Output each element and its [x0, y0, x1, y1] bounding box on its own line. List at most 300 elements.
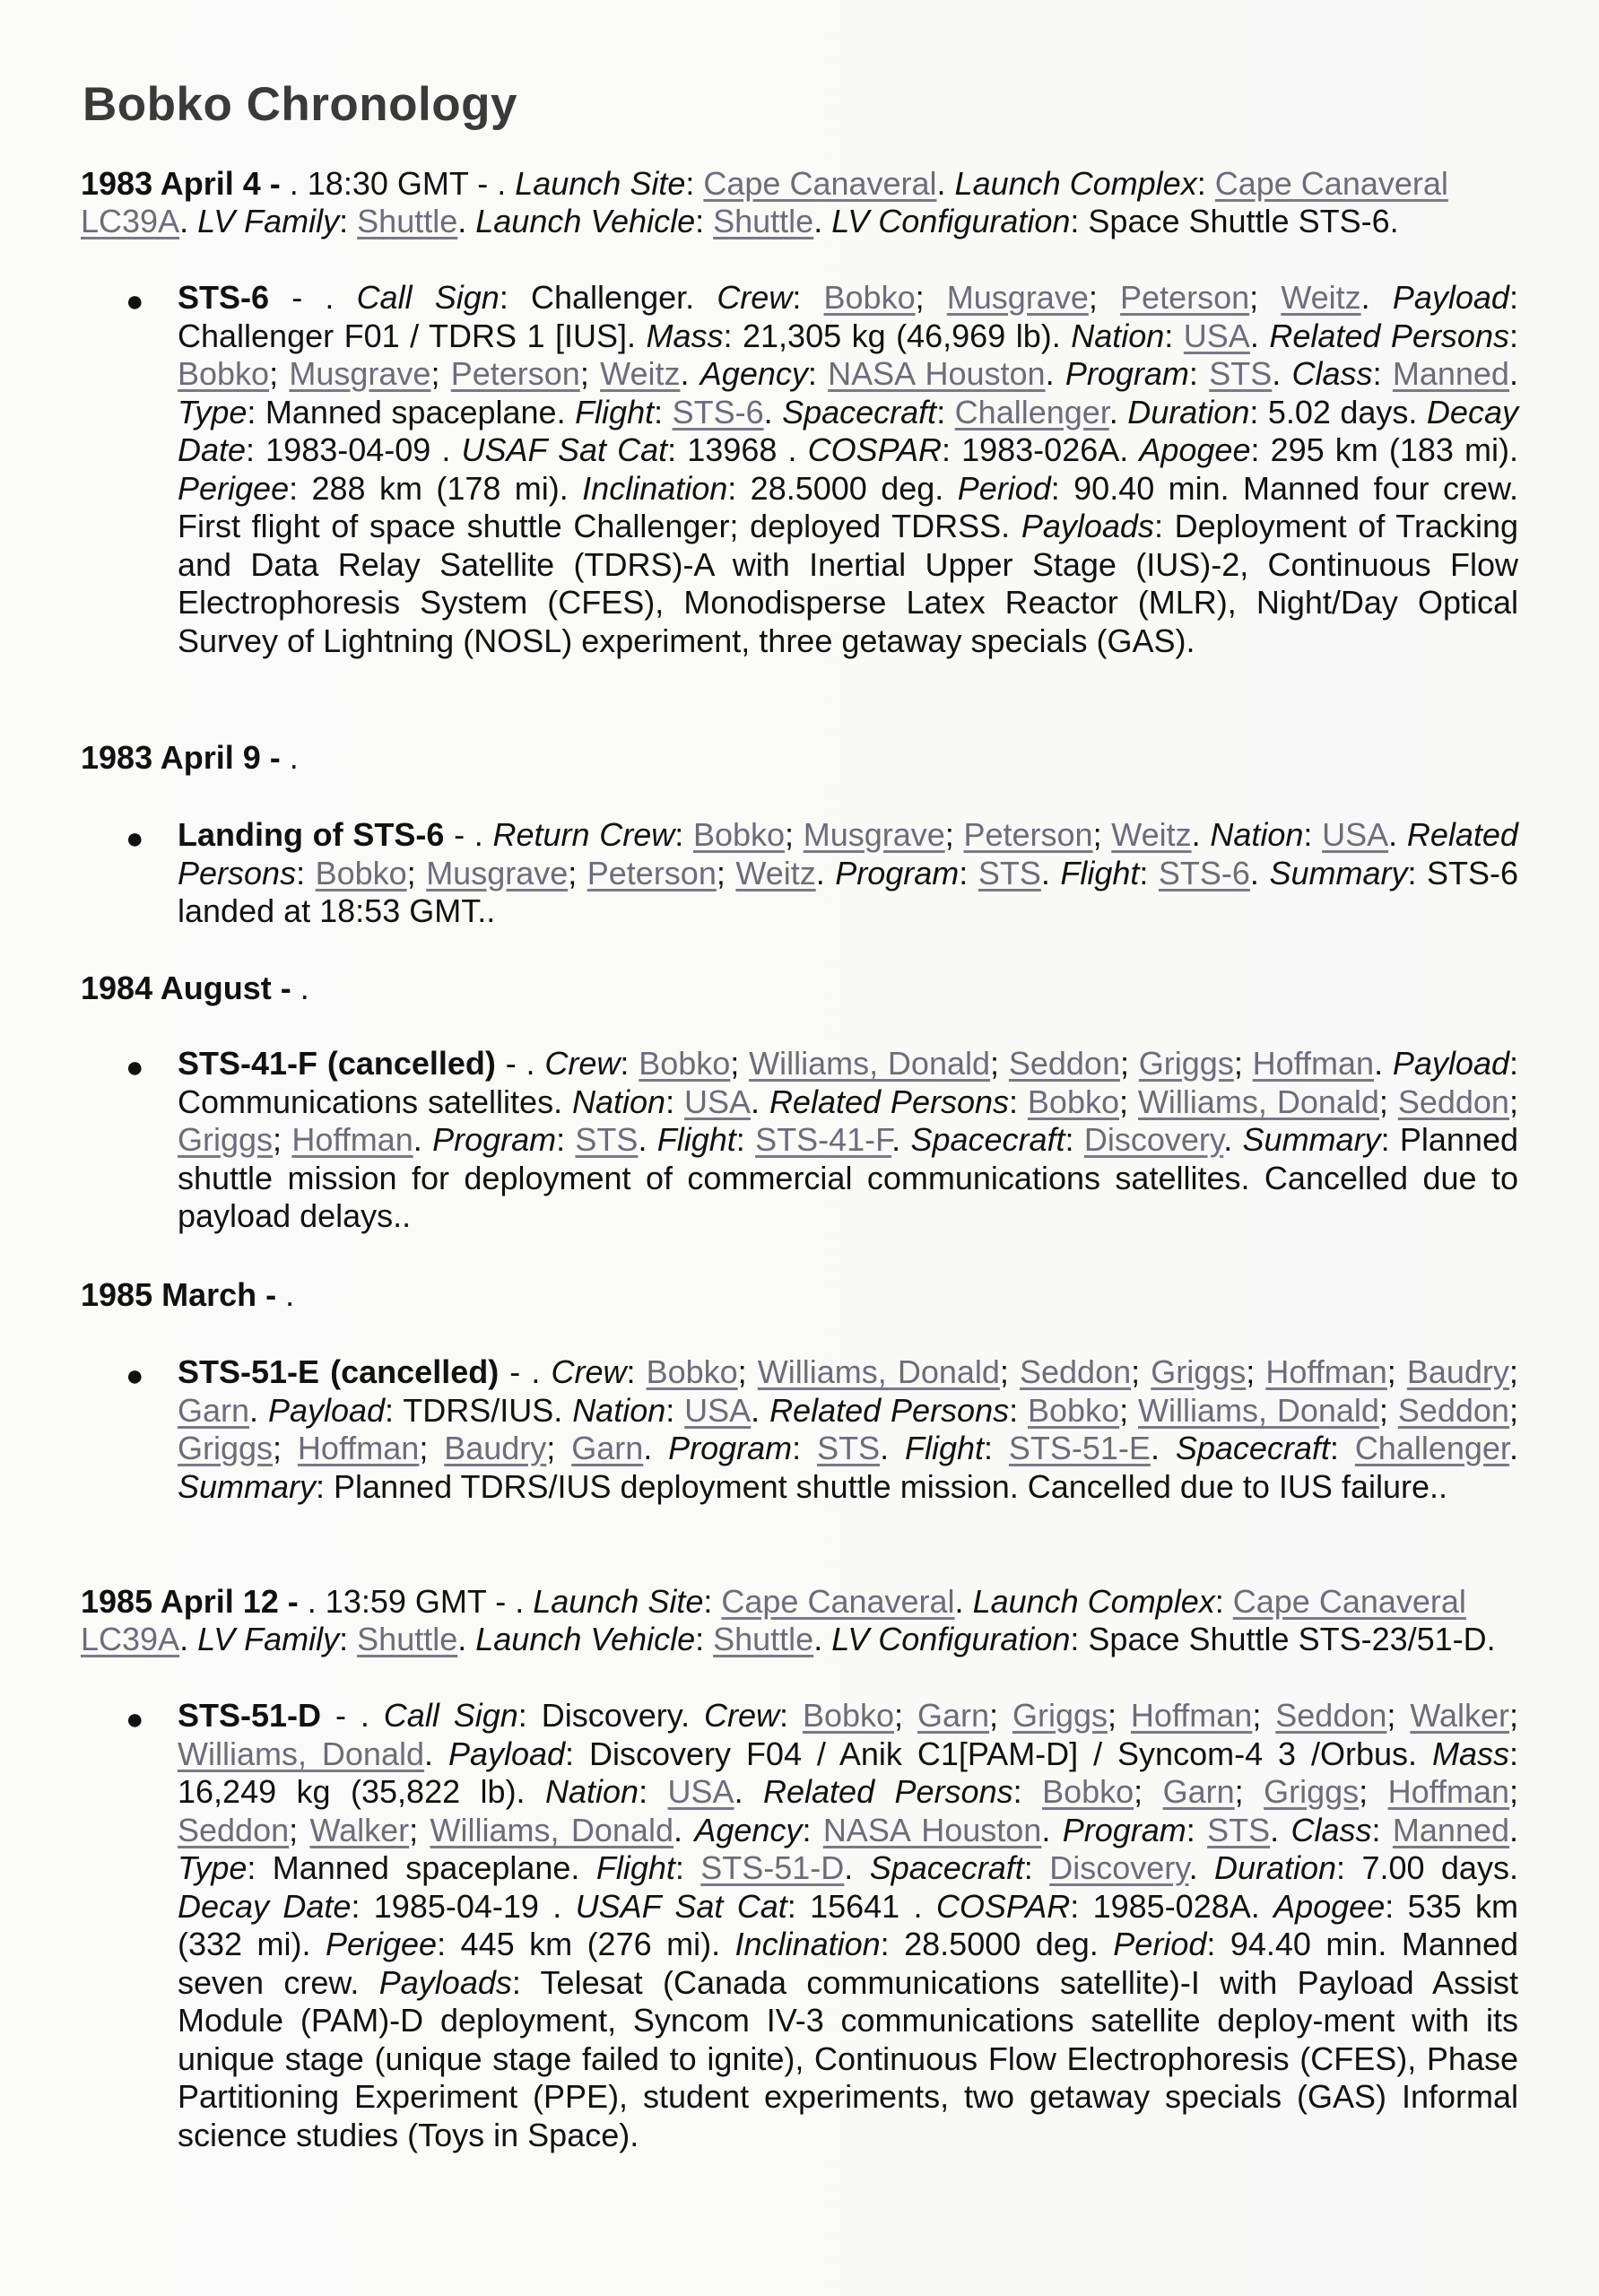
text-run: :	[685, 165, 704, 202]
text-run: .	[1508, 355, 1518, 392]
link[interactable]: Weitz	[1111, 816, 1192, 853]
bullet-icon: ●	[126, 284, 144, 318]
text-run: .	[813, 203, 832, 239]
text-run: ;	[1246, 1353, 1266, 1390]
entry-header	[81, 739, 1516, 777]
field-label: Crew	[717, 279, 793, 316]
entry-label: 1985 March -	[81, 1276, 286, 1313]
field-label: Payload	[1392, 1045, 1509, 1082]
text-run: .	[1223, 1121, 1243, 1158]
field-label: LV Configuration	[831, 1621, 1071, 1657]
link[interactable]: Bobko	[802, 1697, 895, 1734]
text-run: .	[751, 1391, 770, 1429]
text-run: : Manned spaceplane.	[247, 1849, 596, 1886]
text-run: ;	[1119, 1083, 1138, 1120]
text-run: :	[639, 1773, 668, 1810]
text-run: :	[695, 1621, 714, 1657]
text-run: : 28.5000 deg.	[880, 1926, 1114, 1962]
field-label: Launch Vehicle	[475, 1621, 696, 1657]
text-run: :	[802, 1811, 823, 1848]
field-label: Perigee	[178, 469, 290, 507]
link[interactable]: STS-41-F	[755, 1121, 892, 1158]
link[interactable]: STS	[817, 1430, 881, 1466]
field-label: Spacecraft	[869, 1849, 1024, 1886]
text-run: ;	[273, 1121, 292, 1158]
text-run: :	[296, 854, 316, 891]
link[interactable]: Cape Canaveral LC39A	[81, 1583, 1466, 1657]
link[interactable]: Bobko	[178, 355, 270, 392]
text-run: .	[285, 1276, 295, 1313]
link[interactable]: Cape Canaveral	[721, 1583, 955, 1620]
field-label: Launch Site	[515, 165, 686, 202]
text-run: .	[680, 355, 700, 392]
link[interactable]: Williams, Donald	[1137, 1083, 1379, 1120]
field-label: Agency	[694, 1811, 803, 1848]
link[interactable]: Shuttle	[713, 1621, 814, 1657]
link[interactable]: STS-51-E	[1008, 1430, 1151, 1466]
text-run: ;	[1508, 1353, 1518, 1390]
link[interactable]: USA	[683, 1083, 752, 1120]
text-run: : 13968 .	[667, 431, 808, 468]
link[interactable]: Griggs	[178, 1121, 274, 1158]
link[interactable]: Griggs	[1264, 1773, 1360, 1810]
field-label: Payload	[448, 1735, 566, 1772]
text-run: :	[703, 1583, 722, 1620]
field-label: Program	[668, 1430, 793, 1466]
field-label: Related Persons	[769, 1391, 1010, 1429]
link[interactable]: Williams, Donald	[749, 1045, 991, 1082]
link[interactable]: USA	[667, 1773, 734, 1810]
link[interactable]: Williams, Donald	[1137, 1391, 1379, 1429]
field-label: Duration	[1127, 393, 1250, 430]
field-label: Program	[835, 854, 960, 891]
text-run: ;	[1509, 1697, 1519, 1734]
text-run: .	[300, 970, 309, 1006]
text-run: .	[936, 165, 955, 202]
text-run: :	[1188, 355, 1210, 392]
field-label: Agency	[700, 355, 808, 392]
link[interactable]: Peterson	[587, 854, 717, 891]
text-run: :	[339, 1621, 358, 1657]
field-label: Nation	[572, 1391, 666, 1429]
text-run: :	[779, 1697, 803, 1734]
link[interactable]: Garn	[917, 1697, 990, 1734]
link[interactable]: USA	[1183, 317, 1250, 354]
link[interactable]: Manned	[1392, 355, 1509, 392]
link[interactable]: Baudry	[444, 1430, 547, 1466]
text-run: : 445 km (276 mi).	[437, 1926, 735, 1962]
text-run: :	[959, 854, 978, 891]
link[interactable]: Seddon	[1397, 1083, 1509, 1120]
link[interactable]: Musgrave	[426, 854, 569, 891]
text-run: : Manned spaceplane.	[247, 393, 576, 430]
field-label: Apogee	[1273, 1887, 1386, 1925]
text-run: :	[1009, 1083, 1028, 1120]
text-run: :	[792, 1430, 818, 1466]
text-run: .	[954, 1583, 973, 1620]
field-label: Spacecraft	[1175, 1430, 1330, 1466]
text-run: :	[665, 1083, 684, 1120]
text-run: :	[1009, 1391, 1028, 1429]
link[interactable]: STS-51-D	[700, 1849, 845, 1886]
link[interactable]: Seddon	[1020, 1353, 1132, 1390]
field-label: Duration	[1213, 1849, 1337, 1886]
text-run: ;	[1119, 1045, 1139, 1082]
text-run: ;	[419, 1430, 445, 1466]
link[interactable]: Musgrave	[946, 279, 1089, 316]
text-run: .	[1191, 816, 1211, 853]
text-run: .	[413, 1121, 433, 1158]
field-label: Type	[178, 393, 248, 430]
text-run: : 90.40 min. Manned four crew. First flight of space shuttle Challenger; deployed TDRSS.	[178, 469, 1518, 544]
field-label: Flight	[1060, 854, 1140, 891]
link[interactable]: Cape Canaveral	[703, 165, 937, 202]
text-run: ;	[1233, 1045, 1253, 1082]
field-label: Period	[1113, 1926, 1207, 1962]
link[interactable]: Discovery	[1049, 1849, 1189, 1886]
link[interactable]: Seddon	[178, 1811, 290, 1848]
entry-item	[178, 1353, 1518, 1506]
text-run: : 5.02 days.	[1249, 393, 1427, 430]
field-label: LV Family	[197, 203, 340, 239]
field-label: Summary	[178, 1467, 317, 1505]
text-run: : Communications satellites.	[178, 1045, 1519, 1120]
field-label: Period	[957, 469, 1051, 507]
field-label: Inclination	[582, 469, 728, 507]
field-label: Launch Complex	[954, 165, 1197, 202]
text-run: .	[1249, 317, 1270, 354]
field-label: LV Configuration	[831, 203, 1071, 239]
text-run: : TDRS/IUS.	[385, 1391, 573, 1429]
link[interactable]: Walker	[309, 1811, 410, 1848]
text-run: :	[1372, 355, 1393, 392]
link[interactable]: Hoffman	[297, 1430, 420, 1466]
link[interactable]: NASA Houston	[822, 1811, 1042, 1848]
link[interactable]: STS	[978, 854, 1041, 891]
text-run: ;	[1131, 1353, 1151, 1390]
link[interactable]: Challenger	[1354, 1430, 1509, 1466]
link[interactable]: Garn	[1162, 1773, 1235, 1810]
link[interactable]: Griggs	[1138, 1045, 1234, 1082]
field-label: Decay Date	[178, 1887, 352, 1925]
text-run: ;	[730, 1045, 750, 1082]
link[interactable]: STS-6	[672, 393, 764, 430]
text-run: .	[289, 739, 299, 776]
text-run: . 18:30 GMT - .	[289, 165, 516, 202]
text-run: : 94.40 min. Manned seven crew.	[178, 1926, 1518, 2001]
link[interactable]: Shuttle	[357, 1621, 458, 1657]
link[interactable]: Seddon	[1275, 1697, 1387, 1734]
field-label: Type	[178, 1849, 248, 1886]
link[interactable]: Seddon	[1008, 1045, 1120, 1082]
link[interactable]: Garn	[178, 1391, 250, 1429]
link[interactable]: Hoffman	[1387, 1773, 1509, 1810]
text-run: .	[179, 1621, 198, 1657]
text-run: : 1985-028A.	[1070, 1887, 1274, 1925]
text-run: ;	[894, 1697, 917, 1734]
text-run: : 295 km (183 mi).	[1250, 431, 1518, 468]
link[interactable]: Shuttle	[713, 203, 814, 239]
text-run: ;	[1508, 1391, 1518, 1429]
text-run: .	[880, 1430, 905, 1466]
link[interactable]: Bobko	[1042, 1773, 1134, 1810]
field-label: Call Sign	[383, 1697, 518, 1734]
field-label: Related Persons	[178, 816, 1518, 891]
link[interactable]: USA	[1322, 816, 1389, 853]
text-run: ;	[1119, 1391, 1138, 1429]
text-run: :	[735, 1121, 756, 1158]
link[interactable]: Hoffman	[291, 1121, 413, 1158]
text-run: .	[1108, 393, 1128, 430]
text-run: ;	[999, 1353, 1020, 1390]
link[interactable]: STS	[1207, 1811, 1271, 1848]
text-run: .	[1188, 1849, 1214, 1886]
bullet-icon: ●	[126, 1050, 144, 1084]
text-run: :	[556, 1121, 576, 1158]
link[interactable]: USA	[684, 1391, 752, 1429]
entry-header	[81, 1583, 1516, 1658]
text-run: ;	[406, 854, 427, 891]
field-label: Flight	[595, 1849, 675, 1886]
text-run: ;	[1378, 1083, 1398, 1120]
entry-label: 1983 April 4 -	[81, 165, 290, 202]
text-run: .	[1041, 1811, 1063, 1848]
text-run: .	[1045, 355, 1065, 392]
text-run: .	[1272, 355, 1292, 392]
link[interactable]: Seddon	[1397, 1391, 1509, 1429]
entry-label: STS-41-F (cancelled)	[178, 1045, 496, 1082]
link[interactable]: Walker	[1410, 1697, 1509, 1734]
text-run: ;	[568, 854, 587, 891]
text-run: : 1985-04-19 .	[351, 1887, 576, 1925]
link[interactable]: NASA Houston	[828, 355, 1046, 392]
text-run: : 1983-026A.	[941, 431, 1140, 468]
text-run: :	[1371, 1811, 1393, 1848]
text-run: ;	[1508, 1773, 1518, 1810]
text-run: :	[1196, 165, 1215, 202]
entry-label: 1983 April 9 -	[81, 739, 290, 776]
link[interactable]: Weitz	[735, 854, 816, 891]
link[interactable]: Weitz	[600, 355, 681, 392]
text-run: :	[1303, 816, 1323, 853]
text-run: ;	[990, 1045, 1009, 1082]
field-label: Related Persons	[1269, 317, 1509, 354]
text-run: - .	[499, 1353, 552, 1390]
field-label: LV Family	[197, 1621, 340, 1657]
entry-item	[178, 1045, 1518, 1236]
text-run: ;	[1508, 1083, 1518, 1120]
field-label: Flight	[656, 1121, 736, 1158]
text-run: : 21,305 kg (46,969 lb).	[723, 317, 1072, 354]
link[interactable]: Williams, Donald	[178, 1735, 424, 1772]
text-run: .	[457, 203, 476, 239]
link[interactable]: Hoffman	[1130, 1697, 1253, 1734]
link[interactable]: Hoffman	[1265, 1353, 1387, 1390]
entry-label: STS-51-D	[178, 1697, 322, 1734]
text-run: : 7.00 days.	[1336, 1849, 1518, 1886]
field-label: Mass	[646, 317, 724, 354]
text-run: : Space Shuttle STS-23/51-D.	[1070, 1621, 1496, 1657]
entry-label: STS-51-E (cancelled)	[178, 1353, 500, 1390]
link[interactable]: Bobko	[315, 854, 407, 891]
link[interactable]: Baudry	[1406, 1353, 1509, 1390]
field-label: Related Persons	[769, 1083, 1009, 1120]
text-run: ;	[737, 1353, 758, 1390]
link[interactable]: Bobko	[639, 1045, 731, 1082]
text-run: .	[813, 1621, 832, 1657]
text-run: .	[751, 1083, 769, 1120]
text-run: . 13:59 GMT - .	[307, 1583, 534, 1620]
link[interactable]: Discovery	[1083, 1121, 1224, 1158]
entry-label: 1984 August -	[81, 970, 300, 1006]
field-label: Flight	[575, 393, 655, 430]
text-run: ;	[1378, 1391, 1398, 1429]
link[interactable]: Williams, Donald	[430, 1811, 673, 1848]
field-label: Decay Date	[178, 393, 1518, 468]
field-label: Mass	[1431, 1735, 1509, 1772]
entry-item	[178, 279, 1518, 660]
link[interactable]: Peterson	[1120, 279, 1250, 316]
link[interactable]: STS-6	[1158, 854, 1250, 891]
text-run: :	[936, 393, 955, 430]
text-run: :	[1012, 1773, 1043, 1810]
text-run: .	[1360, 279, 1393, 316]
field-label: Spacecraft	[782, 393, 937, 430]
link[interactable]: Manned	[1392, 1811, 1510, 1848]
text-run: .	[179, 203, 198, 239]
text-run: .	[457, 1621, 476, 1657]
text-run: ;	[1359, 1773, 1388, 1810]
text-run: :	[1139, 854, 1159, 891]
text-run: :	[674, 816, 693, 853]
text-run: :	[1023, 1849, 1050, 1886]
link[interactable]: Griggs	[1151, 1353, 1247, 1390]
field-label: Payload	[1392, 279, 1509, 316]
text-run: .	[1508, 1430, 1518, 1466]
text-run: :	[674, 1849, 701, 1886]
field-label: Crew	[704, 1697, 780, 1734]
text-run: : 16,249 kg (35,822 lb).	[178, 1735, 1518, 1810]
text-run: :	[1164, 317, 1184, 354]
field-label: Payload	[267, 1391, 386, 1429]
text-run: : Challenger F01 / TDRS 1 [IUS].	[178, 279, 1518, 354]
text-run: : Challenger.	[499, 279, 717, 316]
link[interactable]: Garn	[571, 1430, 644, 1466]
link[interactable]: Bobko	[692, 816, 786, 853]
text-run: - .	[495, 1045, 545, 1082]
text-run: :	[339, 203, 358, 239]
link[interactable]: Musgrave	[803, 816, 945, 853]
text-run: ;	[1092, 816, 1112, 853]
link[interactable]: Bobko	[1028, 1391, 1120, 1429]
link[interactable]: Hoffman	[1252, 1045, 1375, 1082]
link[interactable]: Williams, Donald	[757, 1353, 1000, 1390]
text-run: : Space Shuttle STS-6.	[1070, 203, 1399, 239]
link[interactable]: Shuttle	[357, 203, 458, 239]
text-run: .	[1270, 1811, 1291, 1848]
field-label: Payloads	[378, 1963, 512, 2001]
field-label: Summary	[1242, 1121, 1381, 1158]
link[interactable]: Bobko	[823, 279, 916, 316]
text-run: ;	[785, 816, 804, 853]
link[interactable]: Griggs	[178, 1430, 274, 1466]
field-label: Class	[1291, 355, 1373, 392]
entry-item	[178, 816, 1518, 931]
text-run: :	[1329, 1430, 1355, 1466]
field-label: Return Crew	[492, 816, 675, 853]
field-label: Nation	[1210, 816, 1304, 853]
text-run: ;	[989, 1697, 1012, 1734]
text-run: .	[1509, 1811, 1519, 1848]
text-run: ;	[430, 355, 451, 392]
text-run: :	[626, 1353, 647, 1390]
text-run: : Planned shuttle mission for deployment of commercial communications satellites. Cancelled due to payload delays..	[178, 1121, 1518, 1234]
field-label: Perigee	[325, 1926, 438, 1962]
field-label: Payloads	[1021, 508, 1154, 544]
text-run: :	[695, 203, 714, 239]
text-run: ;	[1088, 279, 1121, 316]
text-run: : 288 km (178 mi).	[289, 469, 583, 507]
text-run: : 535 km (332 mi).	[178, 1887, 1518, 1962]
text-run: :	[807, 355, 829, 392]
text-run: .	[734, 1773, 764, 1810]
text-run: : 28.5000 deg.	[727, 469, 958, 507]
link[interactable]: Cape Canaveral LC39A	[81, 165, 1448, 239]
entry-label: Landing of STS-6	[178, 816, 445, 853]
text-run: .	[1388, 816, 1407, 853]
text-run: ;	[1386, 1353, 1407, 1390]
text-run: .	[673, 1811, 695, 1848]
text-run: : STS-6 landed at 18:53 GMT..	[178, 854, 1518, 929]
entry-label: 1985 April 12 -	[81, 1583, 308, 1620]
link[interactable]: Peterson	[450, 355, 580, 392]
text-run: ;	[579, 355, 601, 392]
link[interactable]: Bobko	[1027, 1083, 1119, 1120]
bullet-icon: ●	[126, 1359, 144, 1393]
link[interactable]: STS	[1209, 355, 1273, 392]
text-run: :	[792, 279, 824, 316]
link[interactable]: Bobko	[646, 1353, 738, 1390]
text-run: .	[249, 1391, 268, 1429]
field-label: Crew	[551, 1353, 627, 1390]
link[interactable]: Challenger	[954, 393, 1109, 430]
text-run: ;	[944, 816, 964, 853]
text-run: .	[1249, 854, 1270, 891]
link[interactable]: Musgrave	[289, 355, 431, 392]
text-run: ;	[1134, 1773, 1163, 1810]
text-run: .	[891, 1121, 911, 1158]
page-title: Bobko Chronology	[83, 78, 517, 131]
field-label: Flight	[904, 1430, 984, 1466]
text-run: : 1983-04-09 .	[246, 431, 462, 468]
field-label: USAF Sat Cat	[461, 431, 668, 468]
link[interactable]: Peterson	[963, 816, 1093, 853]
text-run: : Telesat (Canada communications satellite)-I with Payload Assist Module (PAM)-D deployment, Syncom IV-3 communications satellite deploy-ment with its unique stage (unique stage failed to ignite), Continuous Flow Electrophoresis (CFES), Phase Partitioning Experiment (PPE), student experiments, two getaway specials (GAS) Informal science studies (Toys in Space).	[178, 1963, 1519, 2153]
link[interactable]: STS	[575, 1121, 639, 1158]
text-run: .	[815, 854, 836, 891]
entry-header	[81, 165, 1516, 240]
field-label: Nation	[545, 1773, 639, 1810]
bullet-icon: ●	[126, 822, 144, 856]
field-label: USAF Sat Cat	[575, 1887, 787, 1925]
field-label: Nation	[572, 1083, 666, 1120]
text-run: .	[424, 1735, 448, 1772]
link[interactable]: Weitz	[1281, 279, 1361, 316]
field-label: Launch Vehicle	[475, 203, 696, 239]
link[interactable]: Griggs	[1012, 1697, 1108, 1734]
field-label: Nation	[1071, 317, 1165, 354]
text-run: :	[1186, 1811, 1208, 1848]
